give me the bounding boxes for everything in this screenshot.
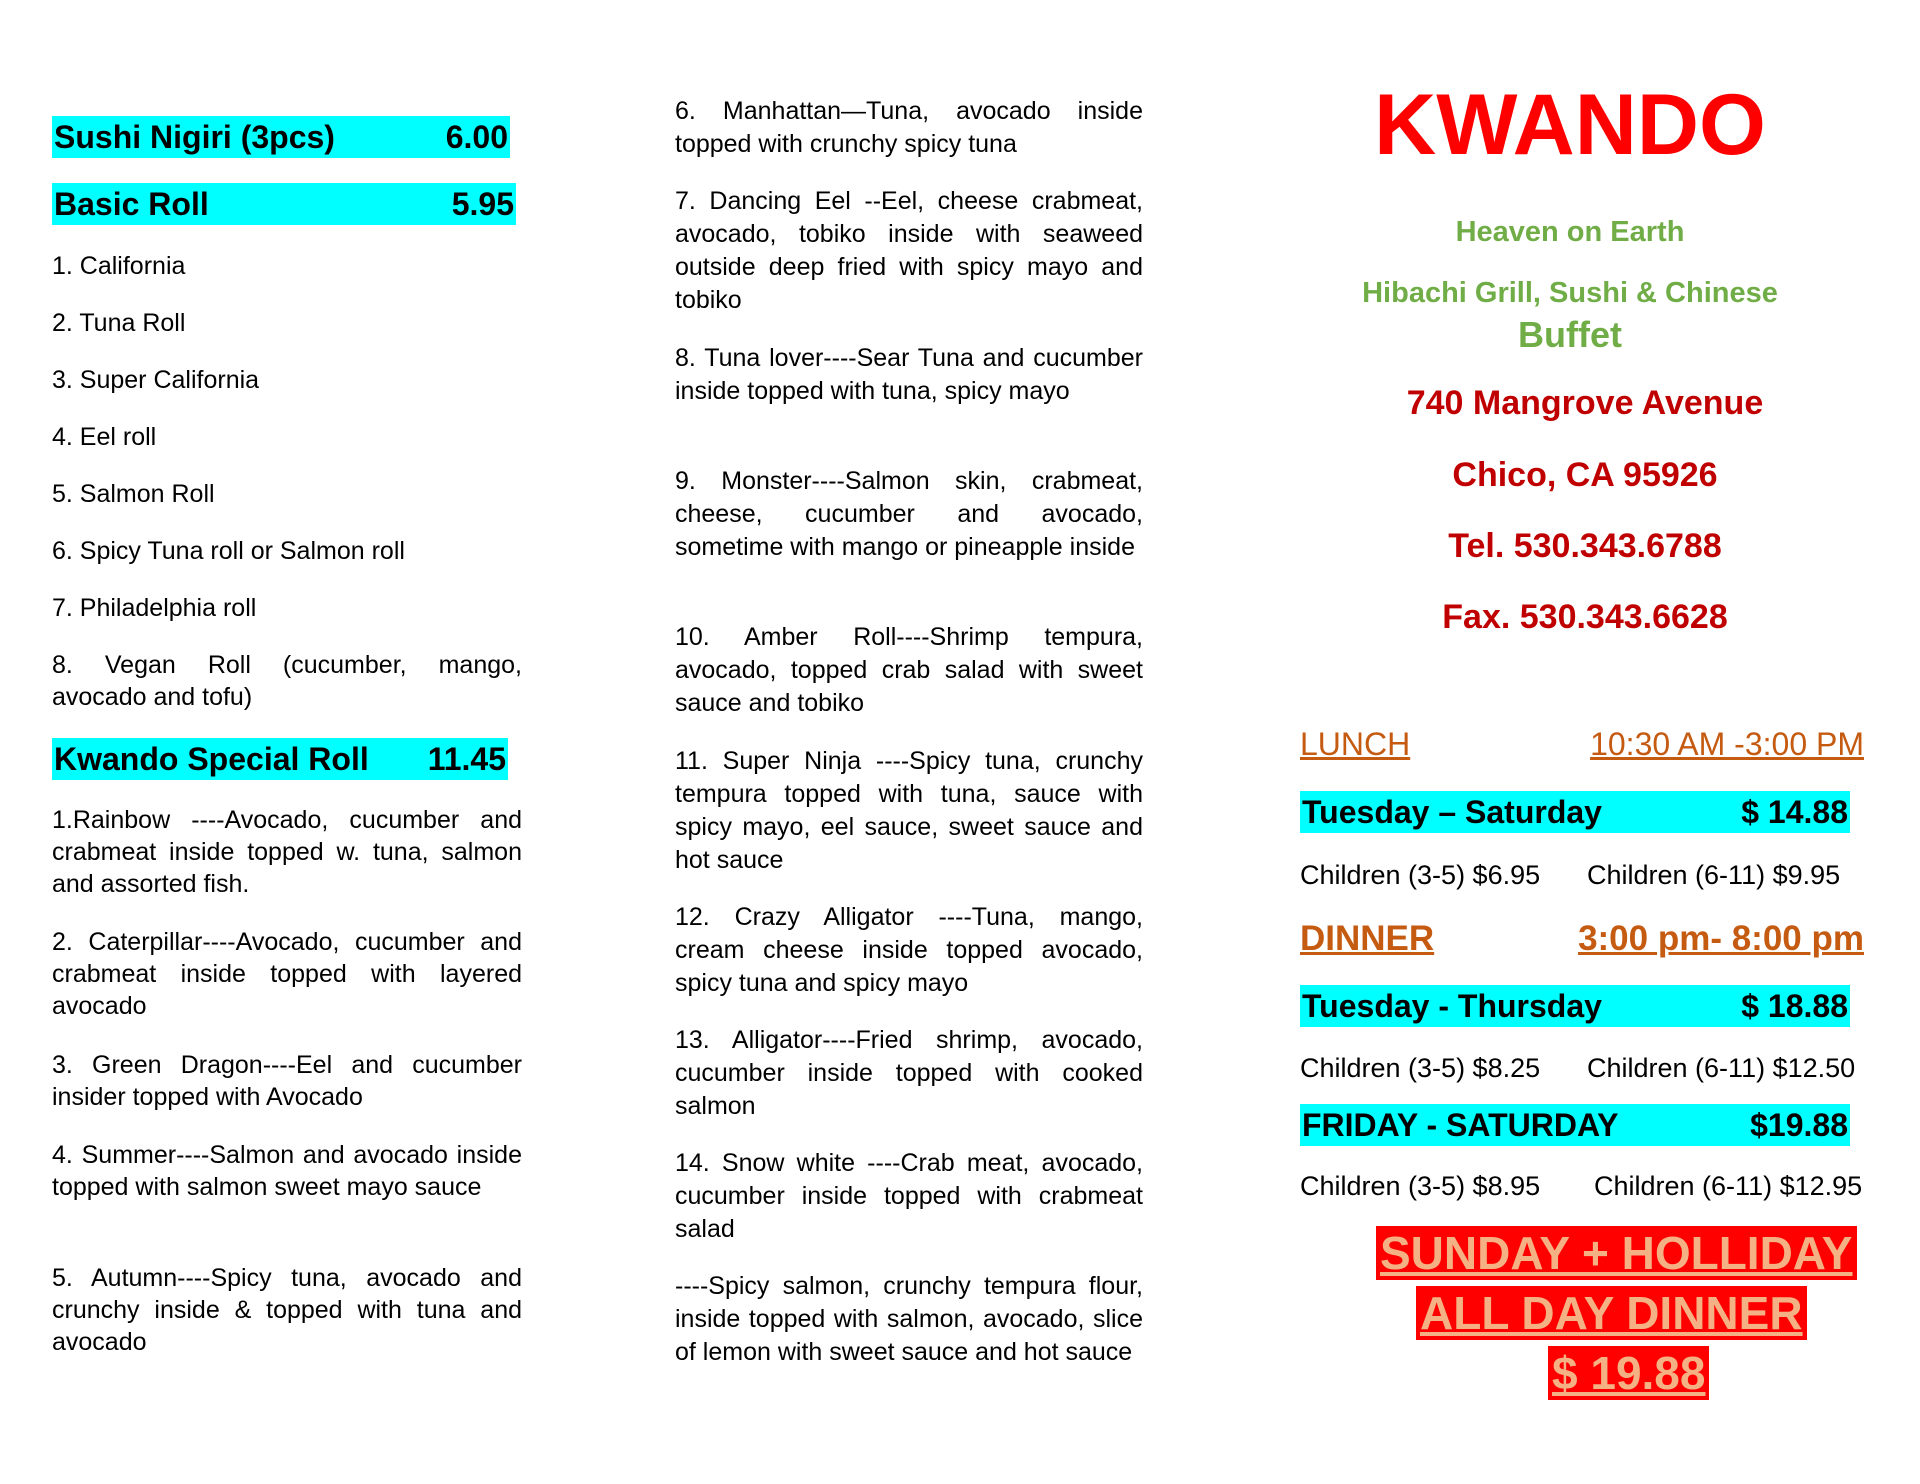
special-item: 10. Amber Roll----Shrimp tempura, avocado, topped crab salad with sweet sauce and tobiko [675, 623, 1143, 717]
nigiri-label: Sushi Nigiri (3pcs) [54, 118, 335, 155]
basic-item: 8. Vegan Roll (cucumber, mango, avocado and tofu) [52, 651, 522, 711]
child-price-6-11: Children (6-11) $9.95 [1587, 860, 1841, 890]
basic-roll-header [52, 183, 516, 225]
dinner-days-weekday: Tuesday - Thursday [1302, 987, 1602, 1024]
special-item: 6. Manhattan—Tuna, avocado inside topped with crunchy spicy tuna [675, 97, 1143, 158]
special-item: 3. Green Dragon----Eel and cucumber insider topped with Avocado [52, 1051, 522, 1111]
dinner-hours [1300, 919, 1864, 959]
subtitle-line1: Hibachi Grill, Sushi & Chinese [1362, 277, 1778, 309]
brand-title: KWANDO [1374, 77, 1766, 173]
basic-roll-price: 5.95 [451, 185, 514, 222]
special-item: 7. Dancing Eel --Eel, cheese crabmeat, avocado, tobiko inside with seaweed outside deep fried with spicy mayo and tobiko [675, 187, 1143, 314]
dinner-price-bar-weekday [1300, 985, 1850, 1027]
promo-line3: $ 19.88 [1548, 1346, 1709, 1400]
lunch-time: 10:30 AM -3:00 PM [1590, 726, 1864, 762]
basic-item: 5. Salmon Roll [52, 480, 215, 508]
fax: Fax. 530.343.6628 [1442, 598, 1728, 636]
child-price-3-5: Children (3-5) $6.95 [1300, 860, 1541, 890]
basic-roll-label: Basic Roll [54, 185, 209, 222]
special-item: 4. Summer----Salmon and avocado inside topped with salmon sweet mayo sauce [52, 1141, 522, 1201]
child-price-3-5: Children (3-5) $8.25 [1300, 1053, 1541, 1083]
basic-item: 4. Eel roll [52, 423, 157, 451]
dinner-label: DINNER [1300, 919, 1435, 958]
lunch-label: LUNCH [1300, 726, 1411, 762]
special-roll-price: 11.45 [427, 740, 506, 777]
basic-item: 2. Tuna Roll [52, 309, 186, 337]
lunch-days: Tuesday – Saturday [1302, 793, 1602, 830]
lunch-price: $ 14.88 [1741, 793, 1848, 830]
subtitle-line2: Buffet [1518, 314, 1622, 355]
address-line2: Chico, CA 95926 [1452, 456, 1718, 494]
tagline: Heaven on Earth [1455, 216, 1685, 248]
dinner-children-prices-weekend [1300, 1171, 1862, 1202]
dinner-price-weekday: $ 18.88 [1741, 987, 1848, 1024]
special-item: 5. Autumn----Spicy tuna, avocado and crunchy inside & topped with tuna and avocado [52, 1264, 522, 1356]
basic-item: 1. California [52, 252, 186, 280]
child-price-6-11: Children (6-11) $12.50 [1587, 1053, 1856, 1083]
special-item: 14. Snow white ----Crab meat, avocado, cucumber inside topped with crabmeat salad [675, 1149, 1143, 1243]
lunch-children-prices [1300, 860, 1840, 891]
basic-item: 7. Philadelphia roll [52, 594, 257, 622]
address-line1: 740 Mangrove Avenue [1406, 384, 1764, 422]
special-item: 12. Crazy Alligator ----Tuna, mango, cream cheese inside topped avocado, spicy tuna and spicy mayo [675, 903, 1143, 997]
dinner-price-bar-weekend [1300, 1104, 1850, 1146]
special-item: 1.Rainbow ----Avocado, cucumber and crabmeat inside topped w. tuna, salmon and assorted fish. [52, 806, 522, 898]
promo-line2: ALL DAY DINNER [1416, 1286, 1807, 1340]
special-item: 2. Caterpillar----Avocado, cucumber and crabmeat inside topped with layered avocado [52, 928, 522, 1020]
dinner-days-weekend: FRIDAY - SATURDAY [1302, 1106, 1619, 1143]
nigiri-header [52, 116, 510, 158]
nigiri-price: 6.00 [445, 118, 508, 155]
special-item: 8. Tuna lover----Sear Tuna and cucumber inside topped with tuna, spicy mayo [675, 344, 1143, 405]
special-item: 11. Super Ninja ----Spicy tuna, crunchy tempura topped with tuna, sauce with spicy mayo, eel sauce, sweet sauce and hot sauce [675, 747, 1143, 874]
lunch-hours [1300, 726, 1864, 763]
basic-item: 3. Super California [52, 366, 260, 394]
special-item: 9. Monster----Salmon skin, crabmeat, cheese, cucumber and avocado, sometime with mango or pineapple inside [675, 467, 1143, 561]
lunch-price-bar [1300, 791, 1850, 833]
special-roll-header [52, 738, 508, 780]
dinner-price-weekend: $19.88 [1750, 1106, 1848, 1143]
special-item: ----Spicy salmon, crunchy tempura flour, inside topped with salmon, avocado, slice of lemon with sweet sauce and hot sauce [675, 1272, 1143, 1366]
special-roll-label: Kwando Special Roll [54, 740, 369, 777]
special-item: 13. Alligator----Fried shrimp, avocado, cucumber inside topped with cooked salmon [675, 1026, 1143, 1120]
basic-item: 6. Spicy Tuna roll or Salmon roll [52, 537, 405, 565]
dinner-children-prices-weekday [1300, 1053, 1855, 1084]
promo-line1: SUNDAY + HOLLIDAY [1376, 1226, 1857, 1280]
telephone: Tel. 530.343.6788 [1448, 527, 1722, 565]
dinner-time: 3:00 pm- 8:00 pm [1578, 919, 1864, 958]
child-price-6-11: Children (6-11) $12.95 [1594, 1171, 1863, 1201]
child-price-3-5: Children (3-5) $8.95 [1300, 1171, 1541, 1201]
